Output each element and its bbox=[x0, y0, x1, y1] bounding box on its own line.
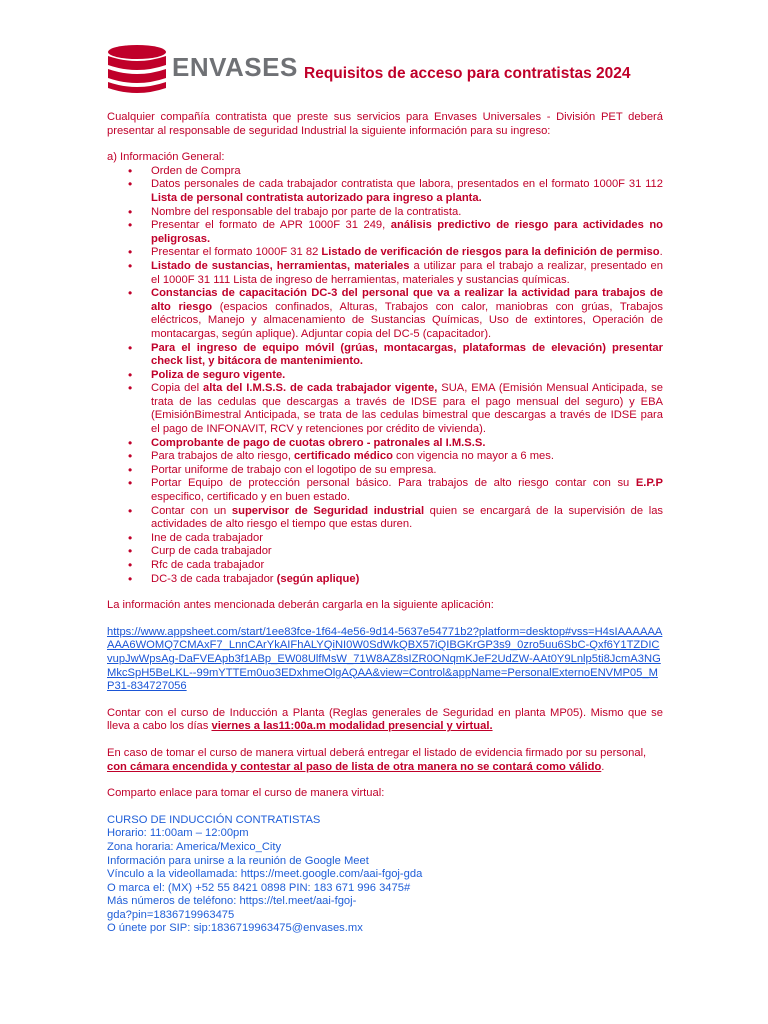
list-item: • Nombre del responsable del trabajo por parte de la contratista. bbox=[107, 206, 663, 220]
brand-name: ENVASES bbox=[172, 52, 298, 82]
list-item: • DC-3 de cada trabajador (según aplique) bbox=[107, 573, 663, 587]
course-timezone: Zona horaria: America/Mexico_City bbox=[107, 840, 282, 853]
envases-logo-icon bbox=[106, 44, 168, 96]
document-body bbox=[107, 111, 663, 936]
list-item: • Constancias de capacitación DC-3 del personal que va a realizar la actividad para trabajos de alto riesgo (espacios confinados, Alturas, Trabajos con calor, maniobras con grúas, Trabajos eléctricos, Manejo y almacenamiento de Sustancias Químicas, Uso de extintores, Operación de montacargas, según aplique). Adjuntar copia del DC-5 (capacitador). bbox=[107, 287, 663, 341]
course-schedule: Horario: 11:00am – 12:00pm bbox=[107, 827, 249, 840]
list-item: • Para el ingreso de equipo móvil (grúas, montacargas, plataformas de elevación) presentar check list, y bitácora de mantenimiento. bbox=[107, 342, 663, 369]
list-item: • Poliza de seguro vigente. bbox=[107, 369, 663, 383]
intro-paragraph: Cualquier compañía contratista que preste sus servicios para Envases Universales - División PET deberá presentar al responsable de seguridad Industrial la siguiente información para su ingreso: bbox=[107, 111, 663, 137]
induction-paragraph: Contar con el curso de Inducción a Planta (Reglas generales de Seguridad en planta MP05). Mismo que se lleva a cabo los días viernes a las11:00a.m modalidad presencial y virtual. bbox=[107, 706, 663, 733]
list-item: • Portar uniforme de trabajo con el logotipo de su empresa. bbox=[107, 464, 663, 478]
list-item: • Comprobante de pago de cuotas obrero - patronales al I.M.S.S. bbox=[107, 437, 663, 451]
list-item: • Contar con un supervisor de Seguridad industrial quien se encargará de la supervisión de las actividades de alto riesgo el tiempo que estas duren. bbox=[107, 505, 663, 532]
list-item: • Copia del alta del I.M.S.S. de cada trabajador vigente, SUA, EMA (Emisión Mensual Anticipada, se trata de las cedulas que descargas a través de IDSE para el pago mensual del seguro) y EBA (EmisiónBimestral Anticipada, se trata de las cedulas bimestral que descargas a través de IDSE para el pago de INFONAVIT, RCV y retenciones por crédito de vivienda). bbox=[107, 382, 663, 436]
app-note: La información antes mencionada deberán cargarla en la siguiente aplicación: bbox=[107, 599, 494, 612]
virtual-paragraph: En caso de tomar el curso de manera virtual deberá entregar el listado de evidencia firmado por su personal, con cámara encendida y contestar al paso de lista de otra manera no se contará como válido. bbox=[107, 746, 647, 773]
list-item: • Para trabajos de alto riesgo, certificado médico con vigencia no mayor a 6 mes. bbox=[107, 450, 663, 464]
course-phone: O marca el: (MX) +52 55 8421 0898 PIN: 183 671 996 3475# bbox=[107, 881, 411, 894]
section-a-heading: a) Información General: bbox=[107, 151, 225, 164]
list-item: • Presentar el formato 1000F 31 82 Listado de verificación de riesgos para la definición de permiso. bbox=[107, 246, 663, 260]
list-item: • Datos personales de cada trabajador contratista que labora, presentados en el formato 1000F 31 112 Lista de personal contratista autorizado para ingreso a planta. bbox=[107, 178, 663, 205]
list-item: • Listado de sustancias, herramientas, materiales a utilizar para el trabajo a realizar, presentado en el 1000F 31 111 Lista de ingreso de herramientas, materiales y sustancias químicas. bbox=[107, 260, 663, 287]
course-pin: gda?pin=1836719963475 bbox=[107, 908, 235, 921]
share-note: Comparto enlace para tomar el curso de manera virtual: bbox=[107, 787, 385, 800]
list-item: • Presentar el formato de APR 1000F 31 249, análisis predictivo de riesgo para actividades no peligrosas. bbox=[107, 219, 663, 246]
list-item: • Portar Equipo de protección personal básico. Para trabajos de alto riesgo contar con su E.P.P especifico, certificado y en buen estado. bbox=[107, 477, 663, 504]
course-title: CURSO DE INDUCCIÓN CONTRATISTAS bbox=[107, 813, 321, 826]
requirements-list bbox=[107, 165, 663, 586]
course-meet-info: Información para unirse a la reunión de Google Meet bbox=[107, 854, 369, 867]
list-item: • Orden de Compra bbox=[107, 165, 663, 179]
course-meet-link[interactable]: Vínculo a la videollamada: https://meet.google.com/aai-fgoj-gda bbox=[107, 868, 423, 881]
page-title: Requisitos de acceso para contratistas 2024 bbox=[304, 65, 631, 82]
course-more-numbers[interactable]: Más números de teléfono: https://tel.meet/aai-fgoj- bbox=[107, 895, 357, 908]
list-item: • Rfc de cada trabajador bbox=[107, 559, 663, 573]
course-sip[interactable]: O únete por SIP: sip:1836719963475@envases.mx bbox=[107, 922, 363, 935]
list-item: • Ine de cada trabajador bbox=[107, 532, 663, 546]
course-details bbox=[107, 814, 663, 936]
appsheet-link[interactable]: https://www.appsheet.com/start/1ee83fce-1f64-4e56-9d14-5637e54771b2?platform=desktop#vss=H4sIAAAAAAAAA6WOMQ7CMAxF7_LnnCArYkAIFhALYQiNI0W0SdWkQBX57iQIBGKrGP3s9_0zro5uu6SbC-Qxf6Y1TZDICvupJwWpsAg-DaFVEApb3f1ABp_EW08UlfMsW_71W8AZ8sIZR0ONqmKJeF2UdZW-AAt0Y9Lnlp5ti8JcmA3NGMkcSpH5BeLKL--99mYTTEm0uo3EDxhmeOlgAQAA&view=Control&appName=PersonalExternoENVMP05_MP31-834727056 bbox=[107, 625, 663, 693]
list-item: • Curp de cada trabajador bbox=[107, 545, 663, 559]
